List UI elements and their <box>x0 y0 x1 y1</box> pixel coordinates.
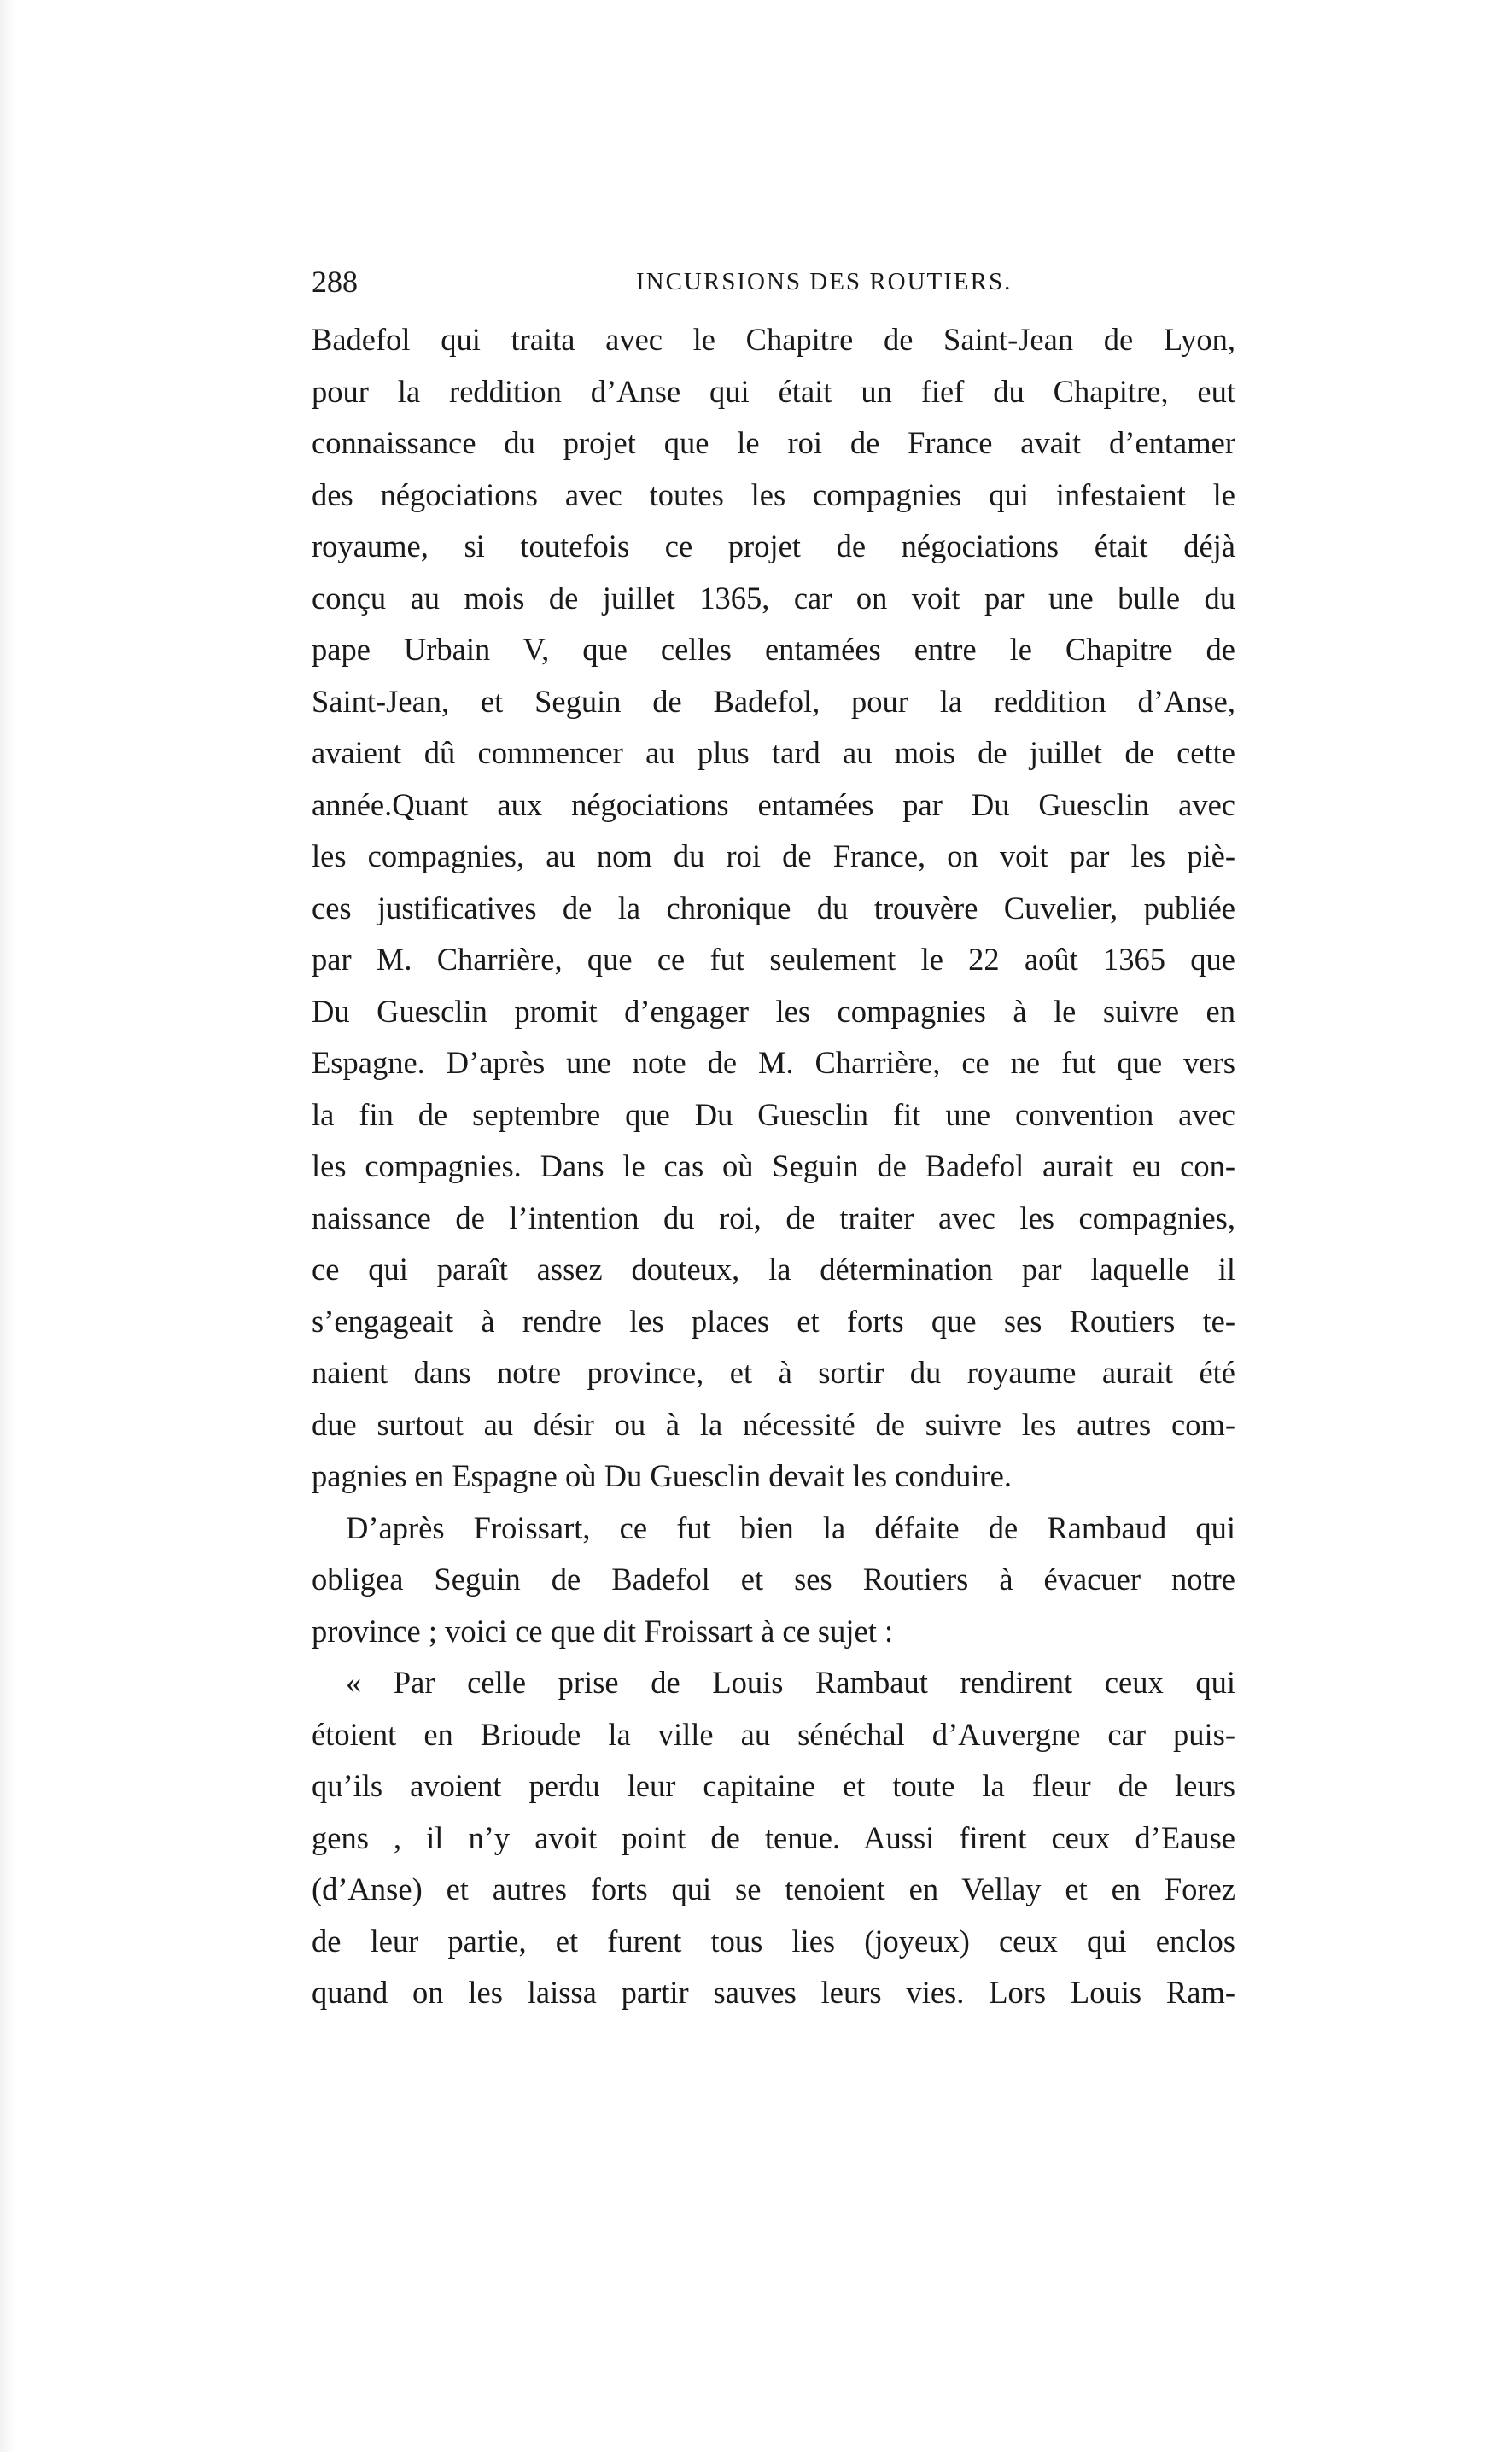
text-line: ce qui paraît assez douteux, la détermination par laquelle il <box>312 1252 1235 1287</box>
page-header <box>312 260 1235 303</box>
text-line: s’engageait à rendre les places et forts que ses Routiers te- <box>312 1303 1235 1339</box>
text-line: quand on les laissa partir sauves leurs vies. Lors Louis Ram- <box>312 1975 1235 2010</box>
text-line: la fin de septembre que Du Guesclin fit une convention avec <box>312 1096 1235 1132</box>
text-line: qu’ils avoient perdu leur capitaine et toute la fleur de leurs <box>312 1768 1235 1803</box>
text-line: pagnies en Espagne où Du Guesclin devait les conduire. <box>312 1458 1013 1493</box>
running-title: INCURSIONS DES ROUTIERS. <box>636 268 1013 295</box>
text-line: Espagne. D’après une note de M. Charrière, ce ne fut que vers <box>312 1045 1235 1080</box>
text-line: année.Quant aux négociations entamées par Du Guesclin avec <box>312 786 1235 822</box>
body-text <box>312 314 1235 2019</box>
text-line: ces justificatives de la chronique du trouvère Cuvelier, publiée <box>312 890 1235 925</box>
text-line: les compagnies, au nom du roi de France, on voit par les piè- <box>312 838 1235 873</box>
text-line: par M. Charrière, que ce fut seulement le 22 août 1365 que <box>312 942 1235 977</box>
text-line: Du Guesclin promit d’engager les compagnies à le suivre en <box>312 993 1235 1029</box>
text-line: Badefol qui traita avec le Chapitre de Saint-Jean de Lyon, <box>312 322 1235 357</box>
text-line: D’après Froissart, ce fut bien la défaite de Rambaud qui <box>346 1509 1235 1545</box>
text-line: due surtout au désir ou à la nécessité de suivre les autres com- <box>312 1406 1235 1442</box>
text-line: gens , il n’y avoit point de tenue. Aussi firent ceux d’Eause <box>312 1819 1235 1855</box>
text-line: obligea Seguin de Badefol et ses Routiers à évacuer notre <box>312 1562 1235 1597</box>
text-line: naissance de l’intention du roi, de traiter avec les compagnies, <box>312 1200 1235 1235</box>
text-line: pape Urbain V, que celles entamées entre le Chapitre de <box>312 632 1235 667</box>
text-line: pour la reddition d’Anse qui était un fief du Chapitre, eut <box>312 373 1235 409</box>
text-line: des négociations avec toutes les compagnies qui infestaient le <box>312 476 1235 512</box>
text-line: « Par celle prise de Louis Rambaut rendirent ceux qui <box>346 1665 1235 1700</box>
text-line: les compagnies. Dans le cas où Seguin de Badefol aurait eu con- <box>312 1148 1235 1183</box>
text-line: conçu au mois de juillet 1365, car on voit par une bulle du <box>312 580 1235 616</box>
text-line: de leur partie, et furent tous lies (joyeux) ceux qui enclos <box>312 1923 1235 1959</box>
text-line: royaume, si toutefois ce projet de négociations était déjà <box>312 528 1235 563</box>
text-line: avaient dû commencer au plus tard au mois de juillet de cette <box>312 735 1235 770</box>
page-edge-shadow <box>0 0 15 2452</box>
page-number: 288 <box>312 265 358 299</box>
text-line: étoient en Brioude la ville au sénéchal d’Auvergne car puis- <box>312 1716 1235 1752</box>
text-line: Saint-Jean, et Seguin de Badefol, pour la reddition d’Anse, <box>312 683 1235 719</box>
text-line: province ; voici ce que dit Froissart à ce sujet : <box>312 1613 894 1649</box>
text-line: (d’Anse) et autres forts qui se tenoient en Vellay et en Forez <box>312 1871 1235 1906</box>
text-line: connaissance du projet que le roi de France avait d’entamer <box>312 425 1235 460</box>
text-line: naient dans notre province, et à sortir du royaume aurait été <box>312 1355 1235 1390</box>
